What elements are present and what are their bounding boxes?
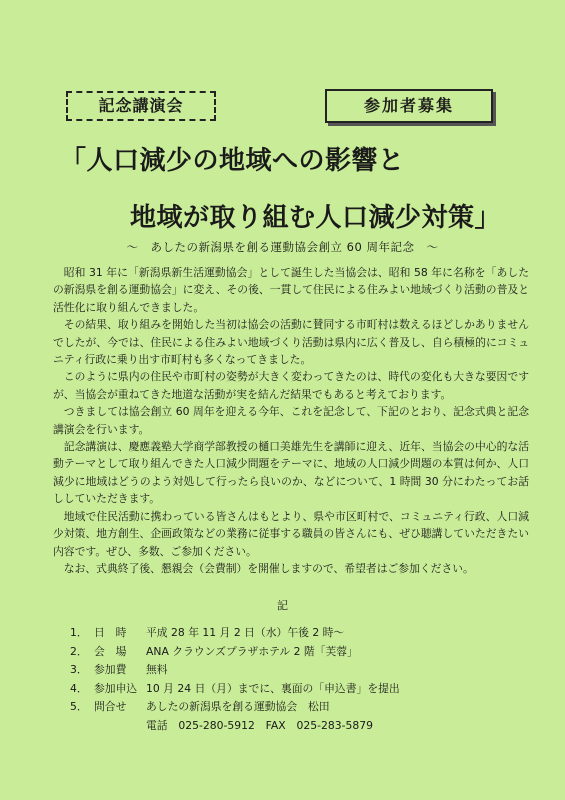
details-list xyxy=(70,624,530,736)
detail-value: 無料 xyxy=(146,663,168,677)
paragraph: このように県内の住民や市町村の姿勢が大きく変わってきたのは、時代の変化も大きな要因ですが、当協会が重ねてきた地道な活動が実を結んだ結果でもあると考えております。 xyxy=(53,370,529,401)
detail-row xyxy=(70,698,530,717)
detail-value: あしたの新潟県を創る運動協会 松田 xyxy=(146,700,330,714)
subtitle: ～ あしたの新潟県を創る運動協会創立 60 周年記念 ～ xyxy=(126,240,439,254)
paragraph: 地域で住民活動に携わっている皆さんはもとより、県や市区町村で、コミュニティ行政、人口減少対策、地方創生、企画政策などの業務に従事する職員の皆さんにも、ぜひ聴講していただきたい内容です。ぜひ、多数、ご参加ください。 xyxy=(53,509,529,558)
detail-label: 参加費 xyxy=(94,663,127,677)
paragraph: 記念講演は、慶應義塾大学商学部教授の樋口美雄先生を講師に迎え、近年、当協会の中心的な活動テーマとして取り組んできた人口減少問題をテーマに、地域の人口減少問題の本質は何か、人口減少に地域はどうのよう対処して行ったら良いのか、などについて、1 時間 30 分にわたってお話ししていただきます。 xyxy=(53,440,529,506)
detail-number: 2． xyxy=(70,644,88,658)
detail-row xyxy=(70,624,530,643)
detail-value: ANA クラウンズプラザホテル 2 階「芙蓉」 xyxy=(146,644,358,658)
body-text xyxy=(53,264,529,577)
paragraph: 昭和 31 年に「新潟県新生活運動協会」として誕生した当協会は、昭和 58 年に名称を「あしたの新潟県を創る運動協会」に変え、その後、一貫して住民による住みよい地域づくり活動の普及と活性化に取り組んできました。 xyxy=(53,266,529,314)
detail-value: 平成 28 年 11 月 2 日（水）午後 2 時～ xyxy=(146,626,345,639)
contact-row xyxy=(70,717,530,736)
detail-label: 会 場 xyxy=(94,644,127,658)
paragraph: なお、式典終了後、懇親会（会費制）を開催しますので、希望者はご参加ください。 xyxy=(63,561,474,575)
paragraph: その結果、取り組みを開始した当初は協会の活動に賛同する市町村は数えるほどしかありませんでしたが、今では、住民による住みよい地域づくり活動は県内に広く普及し、自ら積極的にコミュニティ行政に乗り出す市町村も多くなってきました。 xyxy=(53,318,529,367)
detail-label: 参加申込 xyxy=(94,681,138,695)
detail-label: 問合せ xyxy=(94,700,127,714)
ki-heading: 記 xyxy=(277,599,288,612)
detail-number: 5． xyxy=(70,700,88,714)
lecture-tag: 記念講演会 xyxy=(66,91,216,121)
detail-number: 1． xyxy=(70,626,88,639)
contact-phone-fax: 電話 025-280-5912 FAX 025-283-5879 xyxy=(146,718,373,732)
paragraph: つきましては協会創立 60 周年を迎える今年、これを記念して、下記のとおり、記念式典と記念講演会を行います。 xyxy=(53,405,529,436)
detail-value: 10 月 24 日（月）までに、裏面の「申込書」を提出 xyxy=(146,681,400,695)
detail-label: 日 時 xyxy=(94,626,127,639)
detail-number: 4． xyxy=(70,681,88,695)
title-line-1: 「人口減少の地域への影響と xyxy=(60,146,405,176)
title-line-2: 地域が取り組む人口減少対策」 xyxy=(130,203,502,233)
detail-number: 3． xyxy=(70,663,88,677)
detail-row xyxy=(70,643,530,662)
detail-row xyxy=(70,661,530,680)
recruit-tag: 参加者募集 xyxy=(325,89,493,123)
detail-row xyxy=(70,680,530,699)
